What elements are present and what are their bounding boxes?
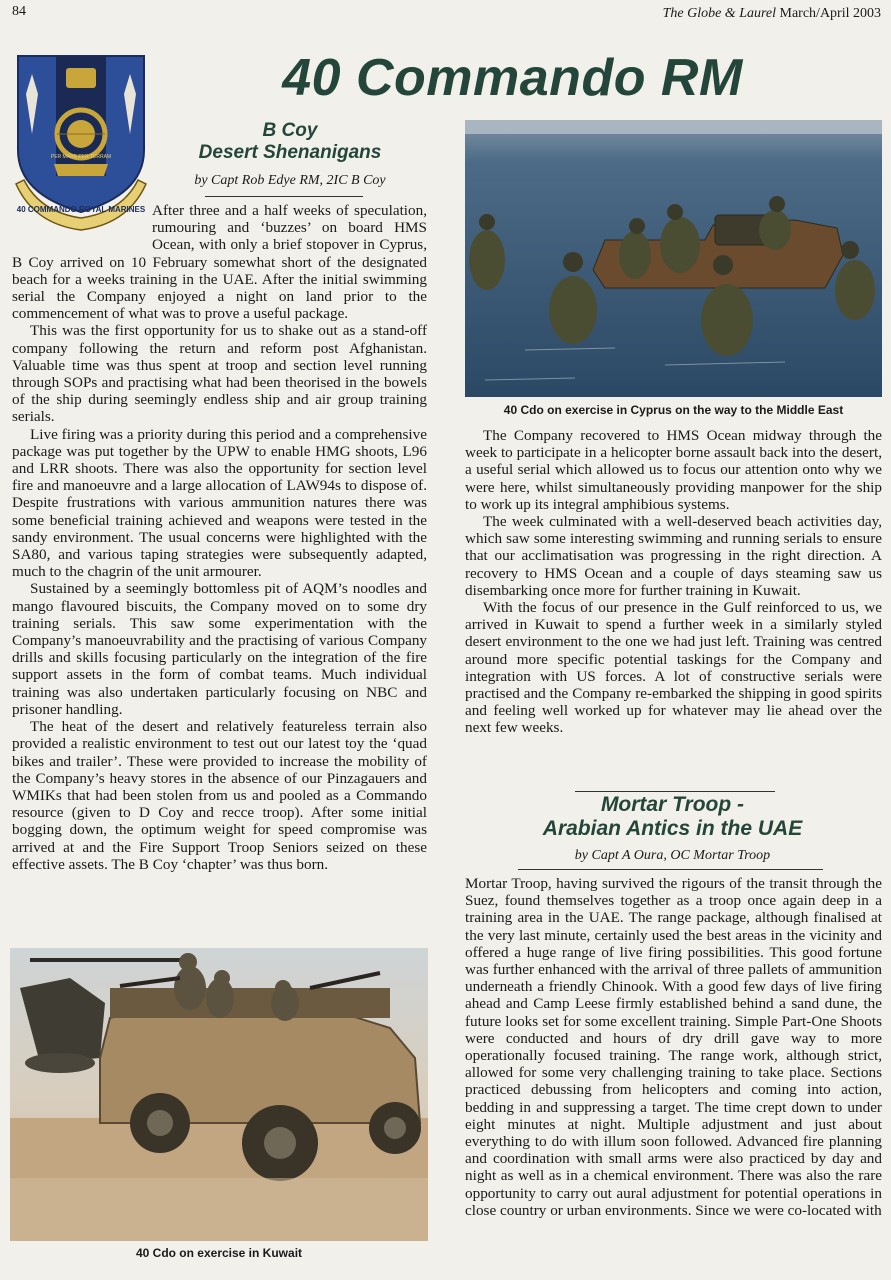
paragraph: The heat of the desert and relatively featureless terrain also provided a realistic environment to test out our latest toy the ‘quad bikes and trailer’. These were provided to increase the mobility of the Company’s heavy stores in the absence of our Pinzagauers and WMIKs that had been stolen from us and pooled as a Commando resource (given to D Coy and recce troop). After some initial bogging down, the optimum weight for speed compromise was arrived at and the Fire Support Troop Seniors seized on these effective assets. The B Coy ‘chapter’ was thus born. [12, 718, 427, 873]
article-right-column [465, 427, 882, 737]
page-number: 84 [12, 4, 26, 19]
article-byline: by Capt Rob Edye RM, 2IC B Coy [194, 173, 386, 188]
mortar-troop-text [465, 875, 882, 1280]
crest-scroll-text: 40 COMMANDO ROYAL MARINES [16, 205, 146, 214]
article-left-column [12, 202, 427, 942]
paragraph: This was the first opportunity for us to shake out as a stand-off company following the return and reform post Afghanistan. Valuable time was thus spent at troop and section level running through SOPs and practising what had been theorised in the bowels of the ship during seemingly endless ship and air group training serials. [12, 322, 427, 426]
photo-caption-kuwait: 40 Cdo on exercise in Kuwait [135, 1246, 303, 1260]
title-line-2: Arabian Antics in the UAE [542, 817, 803, 840]
title-line-1: Mortar Troop - [600, 793, 745, 816]
photo-kuwait-exercise [10, 948, 428, 1241]
subtitle-line-1: B Coy [262, 120, 318, 141]
paragraph: After three and a half weeks of speculation, rumouring and ‘buzzes’ on board HMS Ocean, with only a brief stopover in Cyprus, B Coy arrived on 10 February somewhat short of the designated beach for a weeks training in the UAE. After the initial swimming serial the Company enjoyed a night on land prior to the commencement of what was to prove a useful package. [12, 202, 427, 323]
article-subtitle [160, 120, 420, 164]
paragraph: Sustained by a seemingly bottomless pit of AQM’s noodles and mango flavoured biscuits, the Company moved on to some dry training serials. This saw some experimentation with the Company’s manoeuvrability and the practising of various Company drills and skills focusing particularly on the integration of the fire support assets in the form of combat teams. Much individual training was also undertaken particularly focusing on NBC and prisoner handling. [12, 580, 427, 718]
photo-cyprus-exercise [465, 120, 882, 397]
article-title: 40 Commando RM [282, 49, 743, 107]
section-divider [575, 791, 775, 792]
running-header [663, 6, 881, 22]
byline-divider [205, 196, 363, 197]
photo-caption-cyprus: 40 Cdo on exercise in Cyprus on the way to the Middle East [503, 403, 844, 417]
byline-divider [518, 869, 823, 870]
mortar-troop-byline: by Capt A Oura, OC Mortar Troop [574, 848, 771, 863]
publication-name: The Globe & Laurel [662, 6, 777, 21]
subtitle-line-2: Desert Shenanigans [198, 142, 382, 163]
paragraph: Mortar Troop, having survived the rigours of the transit through the Suez, found themselves together as a troop once again deep in a training area in the UAE. The range package, although finalised at the very last minute, certainly used the best areas in the vicinity and offered a huge range of live firing possibilities. This good fortune was further enhanced with the arrival of three pallets of ammunition underneath a friendly Chinook. With a good few days of live firing ahead and Camp Leese firmly established behind a sand dune, the future looks set for some excellent training. Simple Part-One Shoots were conducted and hours of dry drill gave way to more operationally focused training. The range work, although strict, allowed for some very challenging training to take place. Sections practiced debussing from helicopters and coming into action, bedding in and suppressing a target. The time crept down to under eight minutes at night. Multiple adjustment and just about everything to do with illum soon followed. Advanced fire planning and coordination with small arms were also practiced by day and night as well as in a chemical environment. There was also the rare opportunity to carry out aural adjustment for potential operations in close country or urban environments. Since we were co-located with [465, 875, 882, 1219]
crest-ring-text: PER MARE PER TERRAM [50, 154, 112, 160]
mortar-troop-title [465, 793, 880, 841]
crest-text-wrap [12, 202, 152, 248]
paragraph: The week culminated with a well-deserved beach activities day, which saw some interesting swimming and running serials to ensure that our acclimatisation was progressing in the right direction. A recovery to HMS Ocean and a couple of days steaming saw us disembarking once more for further training in Kuwait. [465, 513, 882, 599]
paragraph: The Company recovered to HMS Ocean midway through the week to participate in a helicopter borne assault back into the desert, a useful serial which allowed us to focus our attention onto why we were here, whilst simultaneously providing manpower for the ship to work up its integral amphibious systems. [465, 427, 882, 513]
issue-date: March/April 2003 [779, 6, 881, 21]
paragraph: Live firing was a priority during this period and a comprehensive package was put together by the UPW to enable HMG shoots, L96 and LRR shoots. There was also the opportunity for section level fire and manoeuvre and a large allocation of LAW94s to dispose of. Despite frustrations with various ammunition natures there was some beneficial training achieved and weapons were tested in the sandy environment. The usual concerns were highlighted with the SA80, and various taping strategies were subsequently adapted, much to the chagrin of the unit armourer. [12, 425, 427, 581]
paragraph: With the focus of our presence in the Gulf reinforced to us, we arrived in Kuwait to spend a further week in a similarly styled desert environment to the one we had just left. Training was centred around more specific potential taskings for the Company and integration with US forces. A lot of constructive serials were practised and the Company re-embarked the shipping in good spirits and feeling well worked up for whatever may lie ahead over the next few weeks. [465, 599, 882, 737]
